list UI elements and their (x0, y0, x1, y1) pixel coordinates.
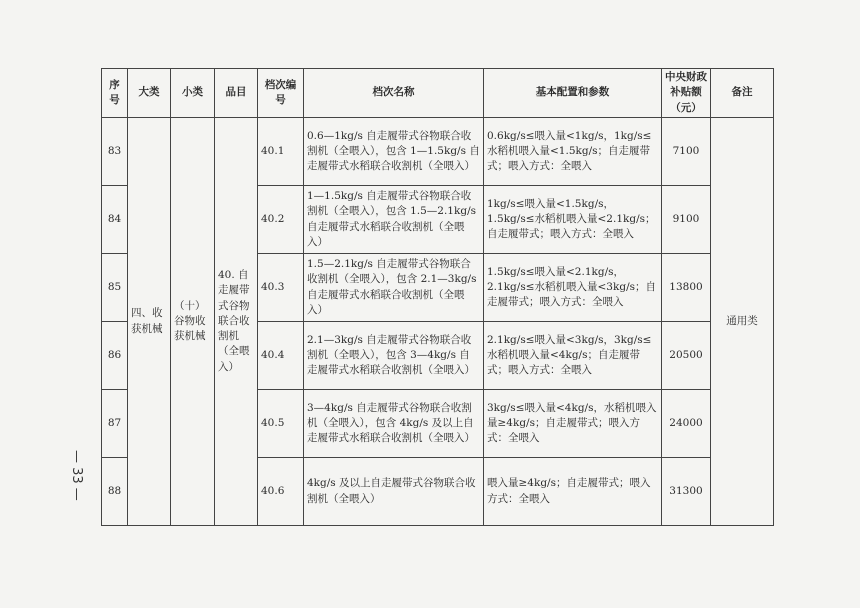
config-cell: 3kg/s≤喂入量<4kg/s，水稻机喂入量≥4kg/s；自走履带式；喂入方式：全喂入 (484, 390, 662, 458)
header-major: 大类 (128, 69, 171, 118)
config-cell: 1.5kg/s≤喂入量<2.1kg/s，2.1kg/s≤水稻机喂入量<3kg/s；自走履带式；喂入方式：全喂入 (484, 254, 662, 322)
subsidy-cell: 7100 (662, 118, 711, 186)
header-item: 品目 (215, 69, 258, 118)
subsidy-cell: 13800 (662, 254, 711, 322)
header-seq: 序号 (102, 69, 128, 118)
header-row (102, 69, 774, 118)
grade-code-cell: 40.4 (258, 322, 304, 390)
subsidy-cell: 9100 (662, 186, 711, 254)
seq-cell: 88 (102, 458, 128, 526)
grade-code-cell: 40.2 (258, 186, 304, 254)
grade-code-cell: 40.1 (258, 118, 304, 186)
config-cell: 喂入量≥4kg/s；自走履带式；喂入方式：全喂入 (484, 458, 662, 526)
grade-code-cell: 40.3 (258, 254, 304, 322)
header-grade-no: 档次编号 (258, 69, 304, 118)
grade-code-cell: 40.5 (258, 390, 304, 458)
note-cell: 通用类 (711, 118, 774, 526)
header-minor: 小类 (171, 69, 215, 118)
header-grade-name: 档次名称 (304, 69, 484, 118)
header-note: 备注 (711, 69, 774, 118)
grade-name-cell: 0.6—1kg/s 自走履带式谷物联合收割机（全喂入），包含 1—1.5kg/s 自走履带式水稻联合收割机（全喂入） (304, 118, 484, 186)
major-category-cell: 四、收获机械 (128, 118, 171, 526)
table-row (102, 118, 774, 186)
seq-cell: 85 (102, 254, 128, 322)
grade-name-cell: 2.1—3kg/s 自走履带式谷物联合收割机（全喂入），包含 3—4kg/s 自走履带式水稻联合收割机（全喂入） (304, 322, 484, 390)
seq-cell: 84 (102, 186, 128, 254)
subsidy-cell: 31300 (662, 458, 711, 526)
grade-code-cell: 40.6 (258, 458, 304, 526)
seq-cell: 83 (102, 118, 128, 186)
item-cell: 40. 自走履带式谷物联合收割机（全喂入） (215, 118, 258, 526)
grade-name-cell: 3—4kg/s 自走履带式谷物联合收割机（全喂入），包含 4kg/s 及以上自走履带式水稻联合收割机（全喂入） (304, 390, 484, 458)
subsidy-cell: 24000 (662, 390, 711, 458)
config-cell: 1kg/s≤喂入量<1.5kg/s，1.5kg/s≤水稻机喂入量<2.1kg/s；自走履带式；喂入方式：全喂入 (484, 186, 662, 254)
grade-name-cell: 1.5—2.1kg/s 自走履带式谷物联合收割机（全喂入），包含 2.1—3kg/s 自走履带式水稻联合收割机（全喂入） (304, 254, 484, 322)
subsidy-cell: 20500 (662, 322, 711, 390)
minor-category-cell: （十）谷物收获机械 (171, 118, 215, 526)
config-cell: 2.1kg/s≤喂入量<3kg/s，3kg/s≤水稻机喂入量<4kg/s；自走履带式；喂入方式：全喂入 (484, 322, 662, 390)
grade-name-cell: 4kg/s 及以上自走履带式谷物联合收割机（全喂入） (304, 458, 484, 526)
seq-cell: 87 (102, 390, 128, 458)
seq-cell: 86 (102, 322, 128, 390)
header-config: 基本配置和参数 (484, 69, 662, 118)
subsidy-table (101, 68, 774, 526)
page-number: — 33 — (69, 449, 84, 501)
header-subsidy: 中央财政补贴额（元） (662, 69, 711, 118)
grade-name-cell: 1—1.5kg/s 自走履带式谷物联合收割机（全喂入），包含 1.5—2.1kg/s 自走履带式水稻联合收割机（全喂入） (304, 186, 484, 254)
config-cell: 0.6kg/s≤喂入量<1kg/s，1kg/s≤水稻机喂入量<1.5kg/s；自走履带式；喂入方式：全喂入 (484, 118, 662, 186)
